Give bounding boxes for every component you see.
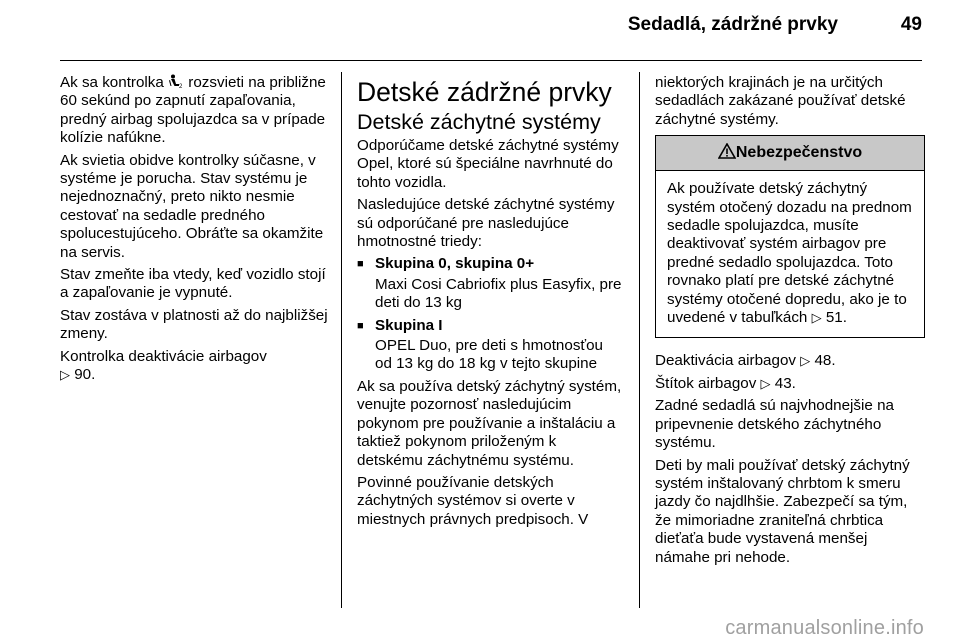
header-rule — [60, 60, 922, 61]
paragraph: niektorých krajinách je na určitých sedadlách zakázané používať detské záchytné systémy. — [655, 74, 906, 128]
page-header-title: Sedadlá, zádržné prvky — [627, 14, 838, 35]
paragraph: Nasledujúce detské záchytné systémy sú odporúčané pre nasledujúce hmotnostné triedy: — [357, 196, 615, 251]
warning-header — [656, 136, 924, 171]
paragraph: Stav zmeňte iba vtedy, keď vozidlo stojí a zapaľovanie je vypnuté. — [60, 266, 326, 302]
page-reference-arrow-icon: ▷ — [811, 310, 822, 326]
bullet-item-title: ■ Skupina I — [357, 317, 623, 335]
page-reference-arrow-icon: ▷ — [60, 367, 70, 383]
paragraph: Povinné používanie detských záchytných systémov si overte v miestnych právnych predpisoch. V — [357, 473, 589, 528]
bullet-item-text: OPEL Duo, pre deti s hmotnosťou od 13 kg do 18 kg v tejto skupine — [375, 337, 604, 373]
airbag-indicator-icon — [168, 74, 184, 89]
paragraph: Štítok airbagov ▷ 43. — [655, 374, 796, 392]
paragraph: Zadné sedadlá sú najvhodnejšie na pripevnenie detského záchytného systému. — [655, 397, 894, 452]
page-reference-link[interactable]: 90. — [74, 366, 96, 384]
column-divider-left — [341, 72, 342, 608]
warning-box — [655, 135, 925, 338]
paragraph: Deaktivácia airbagov ▷ 48. — [655, 352, 836, 370]
column-divider-right — [639, 72, 640, 608]
bullet-item-text: Maxi Cosi Cabriofix plus Easyfix, pre deti do 13 kg — [375, 275, 622, 312]
warning-title: Nebezpečenstvo — [735, 144, 863, 162]
page-reference-link[interactable]: 51. — [825, 309, 847, 327]
column-3 — [655, 74, 925, 571]
paragraph: Ak sa používa detský záchytný systém, venujte pozornosť nasledujúcim pokynom pre používanie a inštaláciu a taktiež pokynom priloženým k detskému záchytnému systému. — [357, 377, 622, 469]
paragraph: Ak sa kontrolka 2 rozsvieti na približne 60 sekúnd po zapnutí zapaľovania, predný airbag spolujazdca sa v prípade kolízie nafúkne. — [60, 74, 326, 147]
warning-body: Ak používate detský záchytný systém otočený dozadu na prednom sedadle spolujazdca, musíte deaktivovať systém airbagov pre predné sedadlo spolujazdca. Toto rovnako platí pre detské záchytné systémy otočené dopredu, ako je to uvedené v tabuľkách ▷ 51. — [667, 180, 912, 327]
watermark: carmanualsonline.info — [725, 617, 924, 639]
page-number: 49 — [900, 14, 922, 35]
paragraph: Ak svietia obidve kontrolky súčasne, v systéme je porucha. Stav systému je nejednoznačný, preto nikto nesmie cestovať na sedadle predného spolucestujúceho. Obráťte sa okamžite na servis. — [60, 151, 324, 261]
svg-text:2: 2 — [179, 84, 183, 89]
warning-triangle-icon — [718, 138, 736, 154]
page-reference-link[interactable]: 43. — [774, 374, 796, 392]
paragraph: Stav zostáva v platnosti až do najbližšej zmeny. — [60, 306, 328, 343]
column-2 — [357, 74, 623, 533]
section-heading: Detské zádržné prvky — [357, 77, 612, 107]
page-reference-link[interactable]: 48. — [814, 352, 836, 370]
bullet-item-title: ■ Skupina 0, skupina 0+ — [357, 255, 623, 273]
subsection-heading: Detské záchytné systémy — [357, 110, 601, 134]
page-reference-arrow-icon: ▷ — [800, 353, 811, 369]
column-1 — [60, 74, 330, 389]
paragraph: Deti by mali používať detský záchytný systém inštalovaný chrbtom k smeru jazdy čo najdlhšie. Zabezpečí sa tým, že mimoriadne zraniteľná chrbtica dieťaťa bude vystavená menšej námahe pri nehode. — [655, 456, 910, 566]
paragraph: Kontrolka deaktivácie airbagov ▷ 90. — [60, 347, 267, 384]
paragraph: Odporúčame detské záchytné systémy Opel, ktoré sú špeciálne navrhnuté do tohto vozidla. — [357, 137, 619, 191]
page-reference-arrow-icon: ▷ — [760, 375, 771, 391]
